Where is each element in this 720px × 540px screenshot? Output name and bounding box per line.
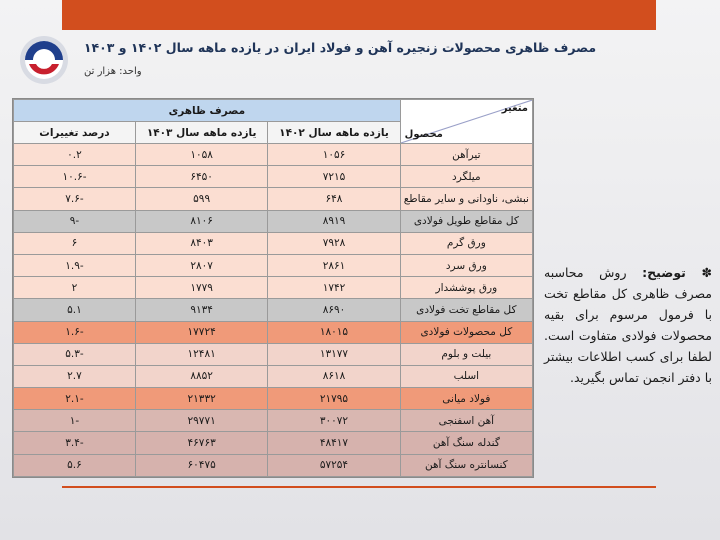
consumption-table-container bbox=[12, 98, 534, 478]
table-row bbox=[14, 254, 533, 276]
value-1403-cell: ۲۹۷۷۱ bbox=[135, 410, 267, 432]
table-row bbox=[14, 277, 533, 299]
value-1402-cell: ۱۷۴۲ bbox=[268, 277, 400, 299]
note-label: توضیح: bbox=[642, 265, 686, 280]
product-cell: میلگرد bbox=[400, 166, 532, 188]
table-row bbox=[14, 365, 533, 387]
table-row bbox=[14, 343, 533, 365]
change-cell: -۳.۴ bbox=[14, 432, 136, 454]
change-cell: -۱.۹ bbox=[14, 254, 136, 276]
value-1403-cell: ۸۸۵۲ bbox=[135, 365, 267, 387]
consumption-table bbox=[13, 99, 533, 477]
change-cell: ۵.۱ bbox=[14, 299, 136, 321]
change-cell: -۱.۶ bbox=[14, 321, 136, 343]
change-cell: -۵.۳ bbox=[14, 343, 136, 365]
corner-product-label: محصول bbox=[404, 129, 443, 140]
product-cell: کل محصولات فولادی bbox=[400, 321, 532, 343]
change-cell: ۶ bbox=[14, 232, 136, 254]
value-1402-cell: ۷۹۲۸ bbox=[268, 232, 400, 254]
table-row bbox=[14, 299, 533, 321]
table-row bbox=[14, 454, 533, 476]
value-1402-cell: ۳۰۰۷۲ bbox=[268, 410, 400, 432]
change-cell: ۲.۷ bbox=[14, 365, 136, 387]
value-1403-cell: ۱۲۴۸۱ bbox=[135, 343, 267, 365]
product-cell: ورق سرد bbox=[400, 254, 532, 276]
product-cell: فولاد میانی bbox=[400, 388, 532, 410]
top-accent-bar bbox=[62, 0, 656, 30]
product-cell: نبشی، ناودانی و سایر مقاطع bbox=[400, 188, 532, 210]
value-1402-cell: ۱۳۱۷۷ bbox=[268, 343, 400, 365]
value-1403-cell: ۵۹۹ bbox=[135, 188, 267, 210]
value-1402-cell: ۲۱۷۹۵ bbox=[268, 388, 400, 410]
change-cell: -۹ bbox=[14, 210, 136, 232]
change-cell: -۲.۱ bbox=[14, 388, 136, 410]
value-1403-cell: ۸۴۰۳ bbox=[135, 232, 267, 254]
col-header-1403: یازده ماهه سال ۱۴۰۳ bbox=[135, 122, 267, 144]
value-1403-cell: ۸۱۰۶ bbox=[135, 210, 267, 232]
unit-label: واحد: هزار تن bbox=[84, 66, 142, 77]
table-row bbox=[14, 232, 533, 254]
value-1402-cell: ۲۸۶۱ bbox=[268, 254, 400, 276]
product-cell: ورق پوششدار bbox=[400, 277, 532, 299]
change-cell: -۷.۶ bbox=[14, 188, 136, 210]
note-text: روش محاسبه مصرف ظاهری کل مقاطع تخت با فرمول مرسوم برای بقیه محصولات فولادی متفاوت است. لطفا برای کسب اطلاعات بیشتر با دفتر انجمن تماس بگیرید. bbox=[544, 265, 712, 385]
change-cell: ۰.۲ bbox=[14, 144, 136, 166]
value-1402-cell: ۸۶۱۸ bbox=[268, 365, 400, 387]
corner-variable-label: متغیر bbox=[501, 103, 528, 114]
change-cell: ۲ bbox=[14, 277, 136, 299]
value-1402-cell: ۵۷۲۵۴ bbox=[268, 454, 400, 476]
product-cell: آهن اسفنجی bbox=[400, 410, 532, 432]
value-1403-cell: ۶۴۵۰ bbox=[135, 166, 267, 188]
explanation-note bbox=[544, 262, 712, 388]
table-row bbox=[14, 210, 533, 232]
value-1402-cell: ۱۰۵۶ bbox=[268, 144, 400, 166]
col-header-1402: یازده ماهه سال ۱۴۰۲ bbox=[268, 122, 400, 144]
note-asterisk-icon: ✽ bbox=[685, 265, 712, 280]
association-logo bbox=[10, 34, 78, 86]
value-1402-cell: ۴۸۴۱۷ bbox=[268, 432, 400, 454]
value-1402-cell: ۸۹۱۹ bbox=[268, 210, 400, 232]
product-cell: کل مقاطع طویل فولادی bbox=[400, 210, 532, 232]
bottom-accent-line bbox=[62, 486, 656, 488]
product-cell: اسلب bbox=[400, 365, 532, 387]
group-header: مصرف ظاهری bbox=[14, 100, 401, 122]
value-1403-cell: ۱۰۵۸ bbox=[135, 144, 267, 166]
value-1402-cell: ۷۲۱۵ bbox=[268, 166, 400, 188]
value-1403-cell: ۴۶۷۶۳ bbox=[135, 432, 267, 454]
value-1403-cell: ۶۰۴۷۵ bbox=[135, 454, 267, 476]
table-row bbox=[14, 410, 533, 432]
value-1403-cell: ۹۱۳۴ bbox=[135, 299, 267, 321]
table-row bbox=[14, 144, 533, 166]
product-cell: گندله سنگ آهن bbox=[400, 432, 532, 454]
product-cell: تیرآهن bbox=[400, 144, 532, 166]
table-row bbox=[14, 432, 533, 454]
table-row bbox=[14, 321, 533, 343]
table-row bbox=[14, 188, 533, 210]
change-cell: -۱ bbox=[14, 410, 136, 432]
table-row bbox=[14, 388, 533, 410]
page-title: مصرف ظاهری محصولات زنجیره آهن و فولاد ایران در یازده ماهه سال ۱۴۰۲ و ۱۴۰۳ bbox=[83, 40, 597, 55]
col-header-change: درصد تغییرات bbox=[14, 122, 136, 144]
value-1402-cell: ۱۸۰۱۵ bbox=[268, 321, 400, 343]
product-cell: کل مقاطع تخت فولادی bbox=[400, 299, 532, 321]
corner-header bbox=[400, 100, 532, 144]
table-row bbox=[14, 166, 533, 188]
value-1403-cell: ۱۷۷۹ bbox=[135, 277, 267, 299]
value-1402-cell: ۸۶۹۰ bbox=[268, 299, 400, 321]
value-1402-cell: ۶۴۸ bbox=[268, 188, 400, 210]
value-1403-cell: ۲۸۰۷ bbox=[135, 254, 267, 276]
change-cell: ۵.۶ bbox=[14, 454, 136, 476]
product-cell: ورق گرم bbox=[400, 232, 532, 254]
change-cell: -۱۰.۶ bbox=[14, 166, 136, 188]
value-1403-cell: ۱۷۷۲۴ bbox=[135, 321, 267, 343]
value-1403-cell: ۲۱۳۳۲ bbox=[135, 388, 267, 410]
product-cell: کنسانتره سنگ آهن bbox=[400, 454, 532, 476]
product-cell: بیلت و بلوم bbox=[400, 343, 532, 365]
